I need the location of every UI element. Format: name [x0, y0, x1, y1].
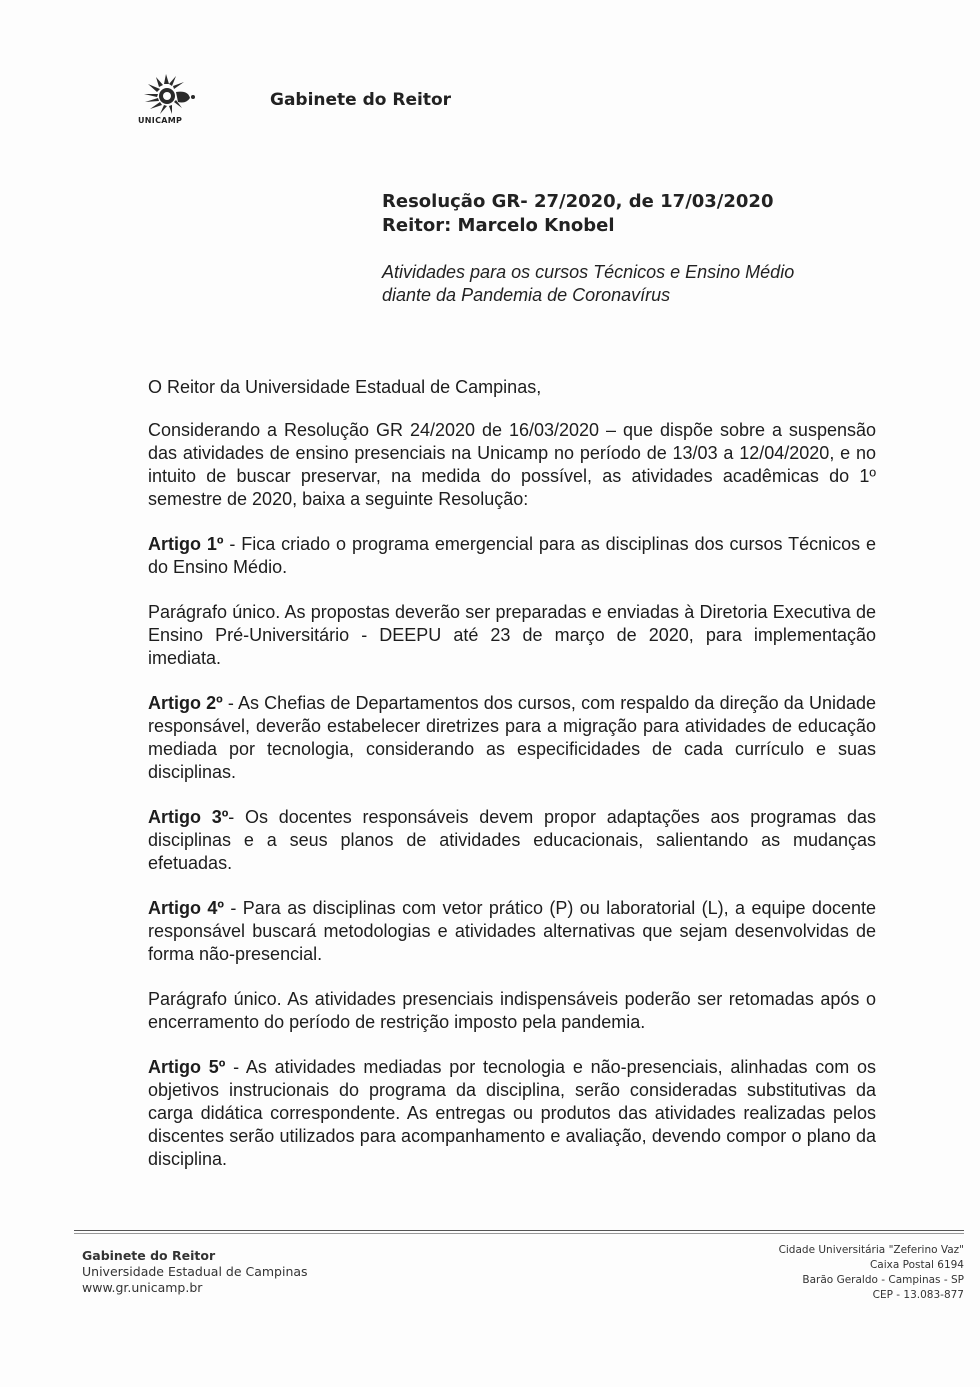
artigo-4 — [148, 897, 876, 966]
resolution-title-block — [382, 190, 902, 238]
address-line: Cidade Universitária "Zeferino Vaz" — [778, 1244, 964, 1256]
footer-website: www.gr.unicamp.br — [82, 1280, 203, 1295]
artigo-separator: - — [225, 1057, 246, 1077]
resolution-subtitle — [382, 261, 902, 307]
subtitle-line: diante da Pandemia de Coronavírus — [382, 285, 671, 305]
footer-contact — [82, 1248, 308, 1296]
footer-divider — [74, 1230, 964, 1231]
artigo-label: Artigo 2º — [148, 693, 223, 713]
artigo-text: As Chefias de Departamentos dos cursos, com respaldo da direção da Unidade responsável, deverão estabelecer diretrizes para a migração para atividades de educação mediada por tecnologia, considerando as especificidades de cada currículo e suas disciplinas. — [148, 693, 876, 782]
artigo-text: As atividades mediadas por tecnologia e não-presenciais, alinhadas com os objetivos instrucionais do programa da disciplina, serão consideradas substitutivas da carga didática correspondente. As entregas ou produtos das atividades realizadas pelos discentes serão utilizados para acompanhamento e avaliação, devendo compor o plano da disciplina. — [148, 1057, 876, 1169]
address-line: CEP - 13.083-877 — [872, 1289, 964, 1301]
resolution-number: Resolução GR- 27/2020, de 17/03/2020 — [382, 191, 774, 212]
considerando-paragraph: Considerando a Resolução GR 24/2020 de 16/03/2020 – que dispõe sobre a suspensão das atividades de ensino presenciais na Unicamp no período de 13/03 a 12/04/2020, e no intuito de buscar preservar, na medida do possível, as atividades acadêmicas do 1º semestre de 2020, baixa a seguinte Resolução: — [148, 420, 876, 509]
footer-divider — [74, 1233, 964, 1234]
artigo-text: Para as disciplinas com vetor prático (P) ou laboratorial (L), a equipe docente responsável buscará metodologias e atividades alternativas que sejam desenvolvidas de forma não-presencial. — [148, 898, 876, 964]
resolution-body — [148, 376, 876, 1193]
artigo-label: Artigo 1º — [148, 534, 224, 554]
artigo-text: Os docentes responsáveis devem propor adaptações aos programas das disciplinas e a seus planos de atividades educacionais, salientando as mudanças efetuadas. — [148, 807, 876, 873]
artigo-label: Artigo 4º — [148, 898, 224, 918]
artigo-separator: - — [223, 898, 243, 918]
artigo-text: Fica criado o programa emergencial para as disciplinas dos cursos Técnicos e do Ensino Médio. — [148, 534, 876, 577]
logo-caption: UNICAMP — [138, 116, 183, 125]
header-office-title: Gabinete do Reitor — [270, 90, 452, 110]
artigo-label: Artigo 5º — [148, 1057, 226, 1077]
footer-office: Gabinete do Reitor — [82, 1248, 216, 1263]
footer-address — [704, 1243, 964, 1303]
subtitle-line: Atividades para os cursos Técnicos e Ensino Médio — [382, 262, 795, 282]
intro-paragraph: O Reitor da Universidade Estadual de Campinas, — [148, 377, 542, 397]
artigo-separator: - — [222, 693, 239, 713]
address-line: Barão Geraldo - Campinas - SP — [802, 1274, 964, 1286]
artigo-3 — [148, 806, 876, 875]
address-line: Caixa Postal 6194 — [869, 1259, 964, 1271]
paragrafo-unico-4: Parágrafo único. As atividades presenciais indispensáveis poderão ser retomadas após o encerramento do período de restrição imposto pela pandemia. — [148, 989, 876, 1032]
artigo-5 — [148, 1056, 876, 1171]
artigo-separator: - — [223, 534, 242, 554]
paragrafo-unico-1: Parágrafo único. As propostas deverão ser preparadas e enviadas à Diretoria Executiva de Ensino Pré-Universitário - DEEPU até 23 de março de 2020, para implementação imediata. — [148, 602, 876, 668]
rector-name: Reitor: Marcelo Knobel — [382, 215, 615, 236]
artigo-label: Artigo 3º — [148, 807, 229, 827]
artigo-2 — [148, 692, 876, 784]
artigo-1 — [148, 533, 876, 579]
footer-university: Universidade Estadual de Campinas — [82, 1264, 308, 1279]
artigo-separator: - — [228, 807, 245, 827]
